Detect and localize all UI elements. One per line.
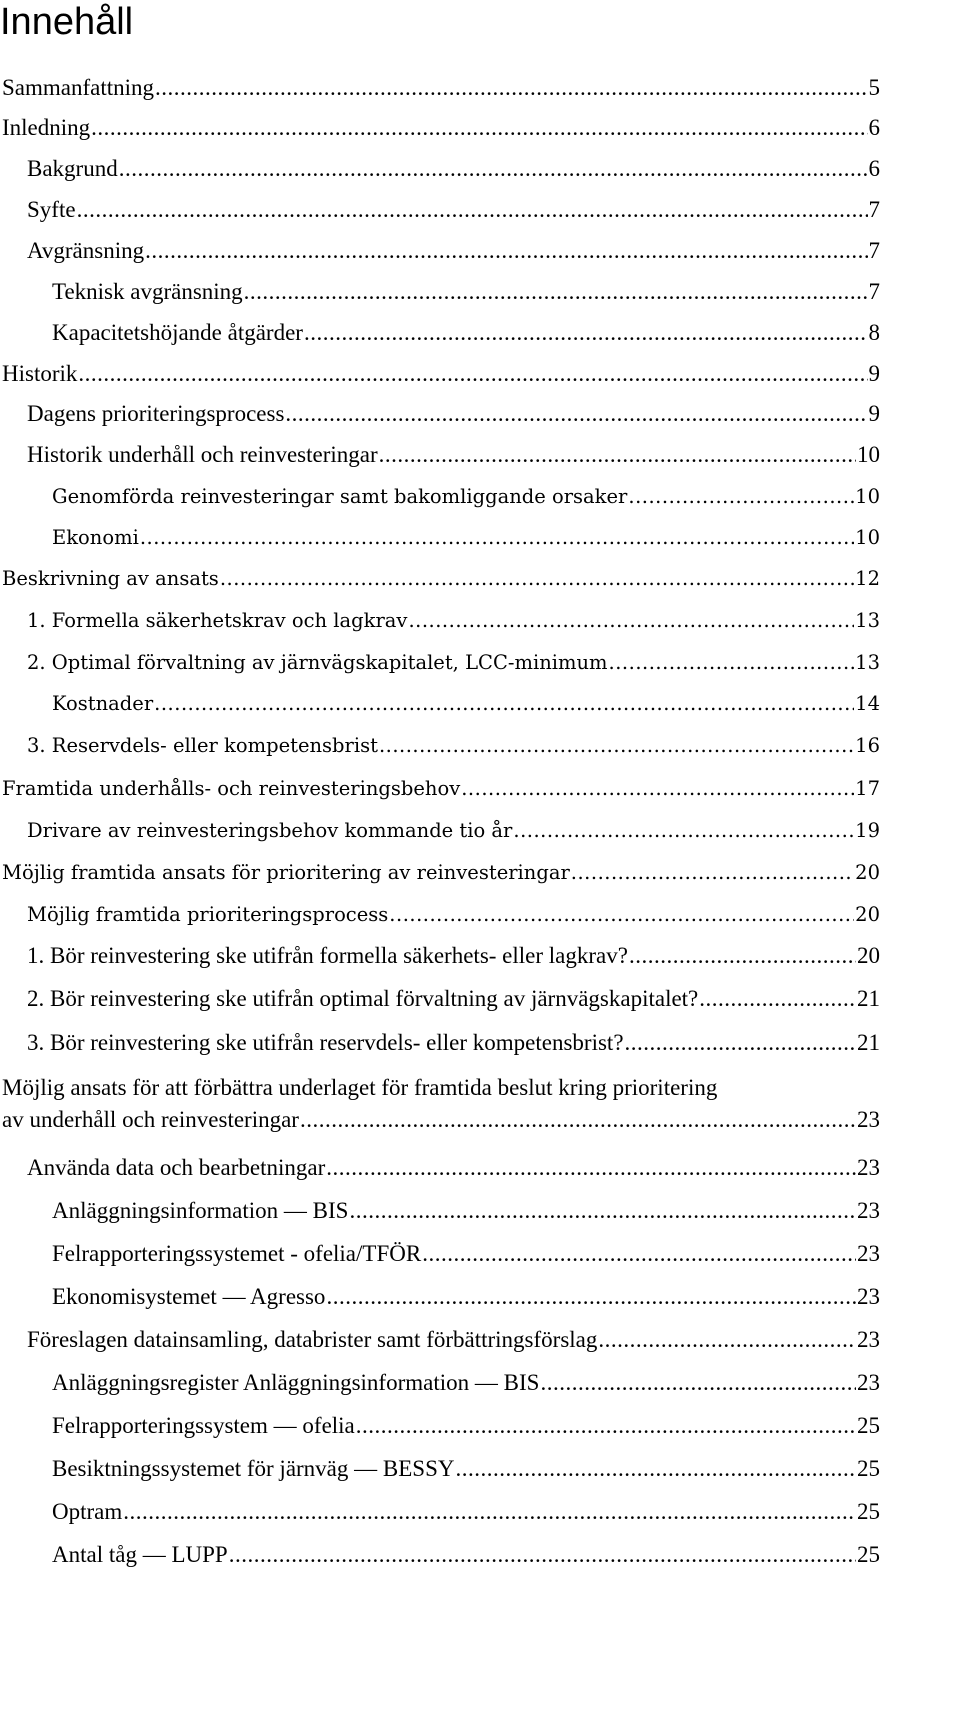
- toc-page-number: 25: [857, 1499, 880, 1524]
- toc-entry[interactable]: [27, 942, 880, 970]
- dot-leader: [326, 1283, 856, 1311]
- toc-entry[interactable]: [2, 74, 880, 102]
- toc-entry-label: Anläggningsregister Anläggningsinformation — BIS: [52, 1370, 540, 1395]
- toc-entry[interactable]: [27, 1029, 880, 1057]
- toc-page-number: 17: [855, 777, 880, 800]
- dot-leader: [571, 860, 854, 886]
- toc-entry[interactable]: [52, 1283, 880, 1311]
- toc-entry-label: Dagens prioriteringsprocess: [27, 401, 285, 426]
- toc-page-number: 10: [855, 526, 880, 549]
- toc-page-number: 25: [857, 1456, 880, 1481]
- toc-entry[interactable]: [52, 1455, 880, 1483]
- toc-entry[interactable]: [52, 1240, 880, 1268]
- dot-leader: [140, 525, 854, 551]
- toc-entry-label: Beskrivning av ansats: [2, 567, 219, 590]
- toc-page-number: 9: [868, 401, 880, 426]
- dot-leader: [625, 1029, 856, 1057]
- toc-entry[interactable]: [27, 733, 880, 759]
- toc-page-number: 10: [857, 442, 880, 467]
- dot-leader: [300, 1104, 856, 1136]
- toc-page-number: 20: [857, 943, 880, 968]
- toc-page-number: 23: [857, 1155, 880, 1180]
- toc-entry[interactable]: [52, 1197, 880, 1225]
- dot-leader: [77, 196, 868, 224]
- toc-entry[interactable]: [2, 566, 880, 592]
- toc-entry-label: Genomförda reinvesteringar samt bakomliggande orsaker: [52, 485, 628, 508]
- dot-leader: [229, 1541, 856, 1569]
- toc-entry-label: Sammanfattning: [2, 75, 155, 100]
- toc-page-number: 10: [855, 485, 880, 508]
- toc-page-number: 23: [857, 1370, 880, 1395]
- toc-page-number: 13: [855, 609, 880, 632]
- toc-entry[interactable]: [52, 525, 880, 551]
- toc-entry[interactable]: [27, 650, 880, 676]
- toc-entry-label: Antal tåg — LUPP: [52, 1542, 228, 1567]
- toc-page-number: 21: [857, 1030, 880, 1055]
- toc-entry-label: Möjlig framtida ansats för prioritering av reinvesteringar: [2, 861, 570, 884]
- toc-entry[interactable]: [27, 818, 880, 844]
- toc-entry[interactable]: [52, 1412, 880, 1440]
- toc-page-number: 25: [857, 1542, 880, 1567]
- dot-leader: [379, 441, 856, 469]
- toc-entry[interactable]: [27, 441, 880, 469]
- toc-entry-label: 3. Bör reinvestering ske utifrån reservdels- eller kompetensbrist?: [27, 1030, 624, 1055]
- toc-entry-label: Föreslagen datainsamling, databrister samt förbättringsförslag: [27, 1327, 598, 1352]
- toc-entry[interactable]: [52, 691, 880, 717]
- toc-entry-label: Kostnader: [52, 692, 154, 715]
- toc-entry-label: Möjlig framtida prioriteringsprocess: [27, 903, 389, 926]
- toc-page-number: 23: [857, 1327, 880, 1352]
- toc-entry-label: Historik: [2, 361, 78, 386]
- toc-page-number: 6: [868, 115, 880, 140]
- toc-entry-label-line2: av underhåll och reinvesteringar: [2, 1107, 299, 1132]
- toc-entry[interactable]: [27, 1154, 880, 1182]
- toc-page-number: 25: [857, 1413, 880, 1438]
- toc-page-number: 23: [857, 1241, 880, 1266]
- toc-entry[interactable]: [2, 360, 880, 388]
- dot-leader: [629, 942, 856, 970]
- dot-leader: [145, 237, 867, 265]
- toc-entry-label: Felrapporteringssystemet - ofelia/TFÖR: [52, 1241, 422, 1266]
- toc-entry-label: 2. Optimal förvaltning av järnvägskapitalet, LCC-minimum: [27, 651, 608, 674]
- toc-entry[interactable]: [2, 776, 880, 802]
- toc-page-number: 6: [868, 156, 880, 181]
- toc-entry-label: Avgränsning: [27, 238, 145, 263]
- toc-page-number: 23: [857, 1107, 880, 1132]
- toc-page-number: 19: [855, 819, 880, 842]
- dot-leader: [356, 1412, 856, 1440]
- toc-entry[interactable]: [27, 1326, 880, 1354]
- dot-leader: [123, 1498, 856, 1526]
- toc-entry[interactable]: [27, 237, 880, 265]
- dot-leader: [513, 818, 854, 844]
- toc-entry[interactable]: [52, 1541, 880, 1569]
- dot-leader: [699, 985, 856, 1013]
- toc-entry[interactable]: [52, 319, 880, 347]
- toc-entry[interactable]: [27, 985, 880, 1013]
- toc-entry[interactable]: [2, 860, 880, 886]
- toc-page-number: 20: [855, 903, 880, 926]
- dot-leader: [628, 484, 854, 510]
- toc-entry-label: Teknisk avgränsning: [52, 279, 243, 304]
- dot-leader: [379, 733, 854, 759]
- toc-page-number: 12: [855, 567, 880, 590]
- toc-entry-label: Ekonomi: [52, 526, 139, 549]
- toc-entry-label: 3. Reservdels- eller kompetensbrist: [27, 734, 378, 757]
- toc-entry-label: Historik underhåll och reinvesteringar: [27, 442, 378, 467]
- toc-entry-label: Felrapporteringssystem — ofelia: [52, 1413, 355, 1438]
- toc-entry-label: 1. Formella säkerhetskrav och lagkrav: [27, 609, 408, 632]
- toc-entry[interactable]: [27, 608, 880, 634]
- toc-entry-label: Drivare av reinvesteringsbehov kommande tio år: [27, 819, 513, 842]
- dot-leader: [389, 902, 854, 928]
- dot-leader: [91, 114, 867, 142]
- dot-leader: [609, 650, 855, 676]
- toc-entry-label: 1. Bör reinvestering ske utifrån formella säkerhets- eller lagkrav?: [27, 943, 628, 968]
- dot-leader: [422, 1240, 856, 1268]
- dot-leader: [155, 74, 867, 102]
- toc-page-number: 14: [855, 692, 880, 715]
- toc-entry[interactable]: [27, 902, 880, 928]
- toc-entry-label: Syfte: [27, 197, 76, 222]
- dot-leader: [349, 1197, 856, 1225]
- toc-entry[interactable]: [52, 484, 880, 510]
- toc-page-number: 16: [855, 734, 880, 757]
- toc-entry[interactable]: [27, 400, 880, 428]
- toc-page-number: 23: [857, 1198, 880, 1223]
- toc-page-number: 7: [868, 197, 880, 222]
- dot-leader: [598, 1326, 856, 1354]
- dot-leader: [326, 1154, 856, 1182]
- toc-entry-label: Anläggningsinformation — BIS: [52, 1198, 349, 1223]
- toc-entry[interactable]: [52, 1498, 880, 1526]
- toc-page-number: 9: [868, 361, 880, 386]
- toc-page-number: 7: [868, 238, 880, 263]
- toc-entry[interactable]: [52, 1369, 880, 1397]
- toc-entry-label-line1: Möjlig ansats för att förbättra underlaget för framtida beslut kring prioritering: [2, 1075, 718, 1100]
- dot-leader: [304, 319, 868, 347]
- dot-leader: [244, 278, 868, 306]
- toc-page-number: 5: [868, 75, 880, 100]
- toc-title: Innehåll: [0, 1, 134, 43]
- dot-leader: [408, 608, 854, 634]
- toc-entry-label: Ekonomisystemet — Agresso: [52, 1284, 326, 1309]
- dot-leader: [455, 1455, 856, 1483]
- dot-leader: [461, 776, 854, 802]
- toc-entry-label: Framtida underhålls- och reinvesteringsbehov: [2, 777, 461, 800]
- toc-page-number: 8: [868, 320, 880, 345]
- toc-entry-label: Bakgrund: [27, 156, 118, 181]
- toc-entry-label: 2. Bör reinvestering ske utifrån optimal förvaltning av järnvägskapitalet?: [27, 986, 699, 1011]
- toc-entry-label: Optram: [52, 1499, 123, 1524]
- dot-leader: [78, 360, 867, 388]
- toc-entry-multiline[interactable]: [2, 1072, 880, 1136]
- toc-entry-label: Kapacitetshöjande åtgärder: [52, 320, 303, 345]
- toc-page-number: 7: [868, 279, 880, 304]
- toc-entry[interactable]: [2, 114, 880, 142]
- toc-entry-label: Använda data och bearbetningar: [27, 1155, 326, 1180]
- dot-leader: [154, 691, 854, 717]
- toc-page-number: 21: [857, 986, 880, 1011]
- toc-entry[interactable]: [27, 196, 880, 224]
- dot-leader: [285, 400, 867, 428]
- toc-page-number: 23: [857, 1284, 880, 1309]
- toc-page-number: 13: [855, 651, 880, 674]
- toc-entry[interactable]: [52, 278, 880, 306]
- dot-leader: [119, 155, 868, 183]
- toc-entry-label: Besiktningssystemet för järnväg — BESSY: [52, 1456, 455, 1481]
- toc-entry-label: Inledning: [2, 115, 91, 140]
- toc-page-number: 20: [855, 861, 880, 884]
- dot-leader: [220, 566, 854, 592]
- dot-leader: [540, 1369, 856, 1397]
- toc-entry[interactable]: [27, 155, 880, 183]
